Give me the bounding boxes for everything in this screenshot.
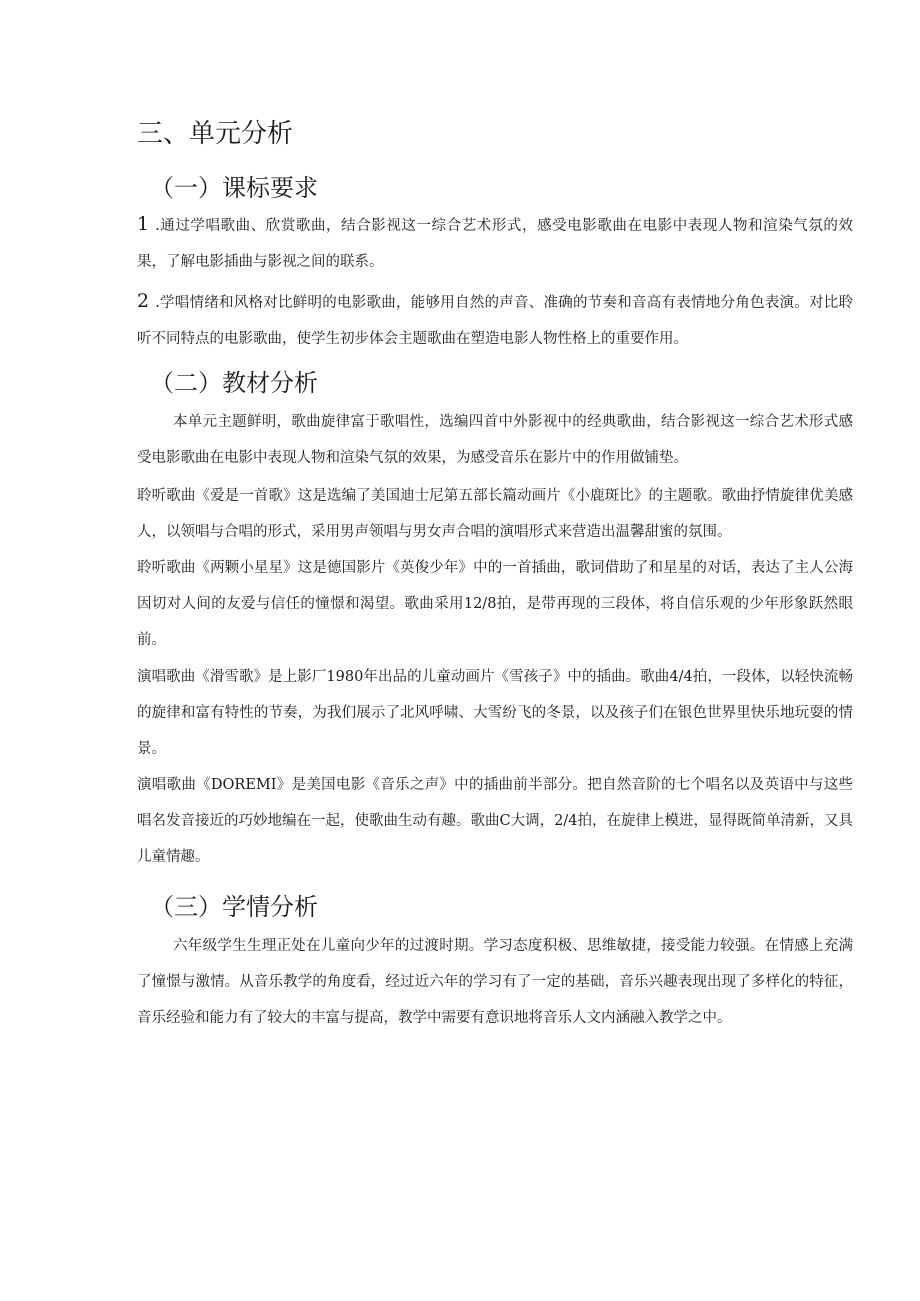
- item-number: 1: [137, 213, 150, 235]
- paragraph-text: .学唱情绪和风格对比鲜明的电影歌曲，能够用自然的声音、准确的节奏和音高有表情地分角色表演。对比聆听不同特点的电影歌曲，使学生初步体会主题歌曲在塑造电影人物性格上的重要作用。: [137, 295, 853, 347]
- item-number: 2: [137, 290, 150, 312]
- students-paragraph: 六年级学生生理正处在儿童向少年的过渡时期。学习态度积极、思维敏捷，接受能力较强。在情感上充满了憧憬与激情。从音乐教学的角度看，经过近六年的学习有了一定的基础，音乐兴趣表现出现了多样化的特征，音乐经验和能力有了较大的丰富与提高，教学中需要有意识地将音乐人文内涵融入教学之中。: [137, 938, 853, 1026]
- materials-paragraph-song-3: 演唱歌曲《滑雪歌》是上影厂1980年出品的儿童动画片《雪孩子》中的插曲。歌曲4/4拍，一段体，以轻快流畅的旋律和富有特性的节奏，为我们展示了北风呼啸、大雪纷飞的冬景，以及孩子们在银色世界里快乐地玩耍的情景。: [137, 669, 853, 757]
- materials-paragraph-song-1: 聆听歌曲《爱是一首歌》这是选编了美国迪士尼第五部长篇动画片《小鹿斑比》的主题歌。歌曲抒情旋律优美感人，以领唱与合唱的形式，采用男声领唱与男女声合唱的演唱形式来营造出温馨甜蜜的氛围。: [137, 488, 853, 540]
- section-title-materials: （二）教材分析: [150, 369, 318, 397]
- section-title-curriculum: （一）课标要求: [150, 174, 318, 202]
- paragraph-text: .通过学唱歌曲、欣赏歌曲，结合影视这一综合艺术形式，感受电影歌曲在电影中表现人物和渲染气氛的效果，了解电影插曲与影视之间的联系。: [137, 218, 853, 270]
- materials-paragraph-song-4: 演唱歌曲《DOREMI》是美国电影《音乐之声》中的插曲前半部分。把自然音阶的七个唱名以及英语中与这些唱名发音接近的巧妙地编在一起，使歌曲生动有趣。歌曲C大调，2/4拍，在旋律上模进，显得既简单清新，又具儿童情趣。: [137, 777, 853, 865]
- curriculum-paragraph-1: [137, 206, 853, 280]
- page-heading: 三、单元分析: [137, 119, 294, 149]
- materials-paragraph-intro: 本单元主题鲜明，歌曲旋律富于歌唱性，选编四首中外影视中的经典歌曲，结合影视这一综合艺术形式感受电影歌曲在电影中表现人物和渲染气氛的效果，为感受音乐在影片中的作用做铺垫。: [137, 414, 853, 466]
- curriculum-paragraph-2: [137, 283, 853, 357]
- materials-paragraph-song-2: 聆听歌曲《两颗小星星》这是德国影片《英俊少年》中的一首插曲，歌词借助了和星星的对话，表达了主人公海因切对人间的友爱与信任的憧憬和渴望。歌曲采用12/8拍，是带再现的三段体，将自信乐观的少年形象跃然眼前。: [137, 560, 853, 648]
- section-title-students: （三）学情分析: [150, 893, 318, 921]
